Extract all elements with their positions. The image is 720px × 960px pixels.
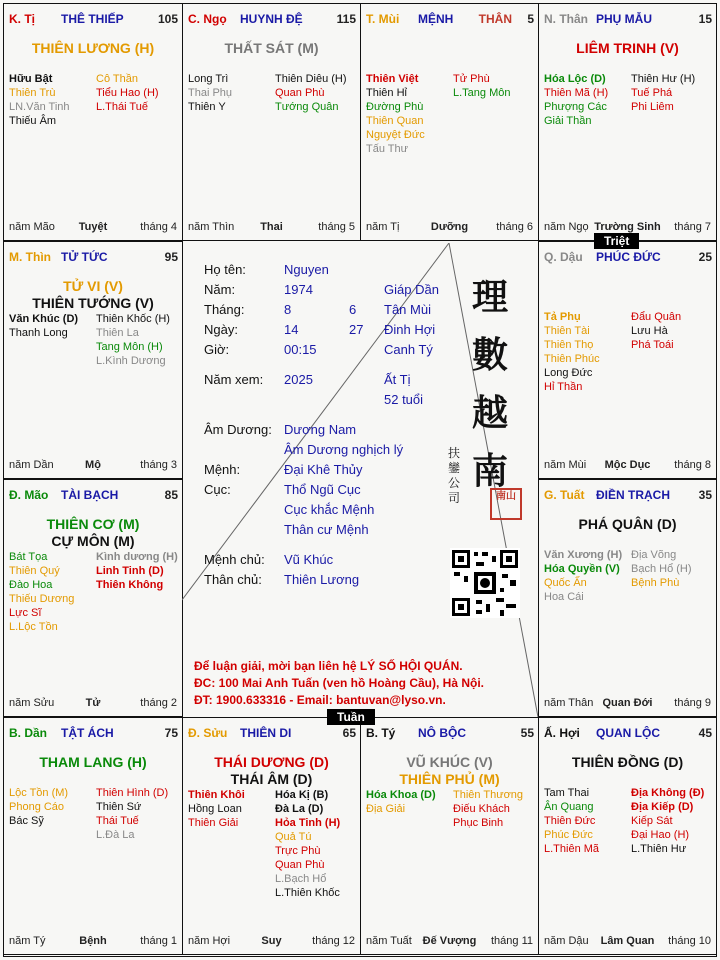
minor-star: Long Đức [544,367,593,379]
minor-stars-left [544,786,599,856]
footer-stage: Dưỡng [430,221,469,233]
minor-stars-right [275,72,347,114]
minor-star: Thiên Hình (D) [96,787,169,799]
contact-line-1: Để luận giải, mời bạn liên hệ LÝ SỐ HỘI QUÁN. [194,659,463,673]
minor-star: Thiên Giải [188,817,239,829]
minor-star: Thiên Y [188,101,226,113]
minor-star: Quả Tú [275,831,312,843]
yinyang-note: Âm Dương nghịch lý [284,442,404,457]
minor-star: Giải Thần [544,115,592,127]
minor-star: Phúc Đức [544,829,593,841]
minor-star: Lộc Tồn (M) [9,787,69,799]
palace-footer [9,697,177,710]
minor-star: Lực Sĩ [9,607,42,619]
footer-stage: Tuyệt [78,221,108,233]
palace-header [188,726,356,740]
palace-header [9,726,178,740]
month-lunar: 6 [349,302,357,317]
minor-stars-left [544,72,608,128]
minor-star: Văn Khúc (D) [9,313,79,325]
minor-star: Hóa Quyền (V) [544,563,620,575]
destiny-lord-value: Vũ Khúc [284,552,334,567]
minor-star: Bạch Hổ (H) [631,563,692,575]
main-star: THẤT SÁT (M) [224,40,319,56]
palace-1 [182,3,361,241]
minor-star: Thiên Không [96,579,164,591]
minor-star: Quan Phù [275,859,325,871]
minor-stars-left [544,310,600,394]
minor-star: Tả Phụ [544,311,581,323]
palace-name: MỆNH [418,12,454,26]
view-year-label: Năm xem: [204,372,264,387]
palace-4 [3,241,183,479]
main-stars [539,516,716,533]
palace-number: 75 [164,726,178,740]
minor-star: Địa Kiếp (D) [631,801,694,813]
palace-footer [366,935,533,948]
minor-star: L.Thiên Hư [631,843,687,855]
palace-footer [544,935,711,948]
minor-star: Tướng Quân [275,101,339,113]
footer-year: năm Thìn [188,221,235,233]
palace-10 [360,717,539,955]
main-star: THAM LANG (H) [39,754,147,770]
palace-0 [3,3,183,241]
footer-month: tháng 2 [140,697,177,709]
palace-name: TÀI BẠCH [61,488,119,502]
minor-star: Nguyệt Đức [366,129,425,141]
main-stars [4,516,182,550]
minor-star: Thiên Thương [453,789,524,801]
red-seal [490,488,522,520]
footer-year: năm Mùi [544,459,587,471]
main-stars [4,754,182,771]
palace-header [9,488,178,502]
palace-name: PHÚC ĐỨC [596,250,661,264]
palace-header [366,12,534,26]
minor-star: L.Thái Tuế [96,101,148,113]
minor-star: Phượng Các [544,101,607,113]
minor-star: Thái Tuế [96,815,139,827]
element-note: Cục khắc Mệnh [284,502,375,517]
minor-stars-right [631,548,692,590]
palace-branch: K. Tị [9,12,35,26]
minor-star: Thiên La [96,327,139,339]
palace-branch: N. Thân [544,12,588,26]
palace-branch: Đ. Mão [9,488,49,502]
minor-star: L.Kình Dương [96,355,166,367]
palace-branch: B. Tý [366,726,396,740]
footer-month: tháng 8 [674,459,711,471]
name-value: Nguyen [284,262,329,277]
palace-7 [538,479,717,717]
age-value: 52 tuổi [384,392,424,407]
day-value: 14 [284,322,299,337]
palace-footer [188,221,355,234]
minor-star: Hóa Kị (B) [275,789,329,801]
minor-star: Hỉ Thần [544,381,583,393]
minor-star: Tiểu Hao (H) [96,87,159,99]
minor-star: Địa Võng [631,549,677,561]
palace-name: QUAN LỘC [596,726,660,740]
footer-year: năm Tý [9,935,46,947]
minor-star: Thiên Quý [9,565,60,577]
minor-star: Kình dương (H) [96,551,178,563]
palace-name: ĐIỀN TRẠCH [596,488,670,502]
year-label: Năm: [204,282,236,297]
minor-stars-left [188,788,245,830]
main-star: THIÊN CƠ (M) [46,516,140,532]
palace-number: 95 [164,250,178,264]
minor-star: Thiếu Âm [9,115,57,127]
footer-month: tháng 3 [140,459,177,471]
palace-footer [9,459,177,472]
minor-star: Thiên Khốc (H) [96,313,170,325]
palace-number: 85 [164,488,178,502]
minor-star: Điếu Khách [453,803,510,815]
minor-stars-right [96,786,168,842]
main-star: THÁI ÂM (D) [230,771,313,787]
minor-star: Hồng Loan [188,803,242,815]
body-lord-label: Thân chủ: [204,572,262,587]
minor-star: Đẩu Quân [631,311,682,323]
footer-month: tháng 9 [674,697,711,709]
main-stars [183,754,360,788]
palace-branch: Đ. Sửu [188,726,228,740]
minor-star: Phi Liêm [631,101,674,113]
footer-month: tháng 7 [674,221,711,233]
palace-number: 45 [698,726,712,740]
minor-stars-right [453,788,523,830]
minor-star: Lưu Hà [631,325,668,337]
minor-star: Thiên Hỉ [366,87,407,99]
minor-stars-left [188,72,232,114]
palace-number: 15 [698,12,712,26]
palace-11 [538,717,717,955]
palace-footer [188,935,355,948]
palace-number: 55 [520,726,534,740]
calligraphy-char-1: 理 [472,276,509,318]
main-star: THIÊN ĐỒNG (D) [571,754,684,770]
month-canchi: Tân Mùi [384,302,431,317]
minor-star: Tang Môn (H) [96,341,163,353]
palace-9 [182,717,361,955]
palace-name: THÊ THIẾP [61,12,124,26]
footer-year: năm Tị [366,221,400,233]
minor-star: Hỏa Tinh (H) [275,817,341,829]
minor-stars-right [631,72,695,114]
minor-star: Đào Hoa [9,579,53,591]
minor-star: L.Thiên Mã [544,843,600,855]
palace-2 [360,3,539,241]
minor-star: Đại Hao (H) [631,829,690,841]
minor-star: Địa Giải [366,803,406,815]
minor-star: Thiên Thọ [544,339,594,351]
minor-star: Thiên Tài [544,325,590,337]
minor-star: Thiên Trù [9,87,56,99]
minor-star: Địa Không (Đ) [631,787,705,799]
minor-stars-left [9,72,70,128]
palace-number: 115 [336,12,356,26]
palace-number: 25 [698,250,712,264]
minor-stars-left [9,550,74,634]
footer-year: năm Hợi [188,935,231,947]
palace-branch: G. Tuất [544,488,585,502]
palace-footer [544,697,711,710]
palace-number: 5 [527,12,534,26]
footer-year: năm Dậu [544,935,589,947]
contact-info [194,658,484,709]
palace-3 [538,3,717,241]
minor-star: Thiên Phúc [544,353,600,365]
main-stars [4,40,182,57]
birth-info [204,260,464,590]
contact-line-2: ĐC: 100 Mai Anh Tuấn (ven hồ Hoàng Cầu), Hà Nội. [194,676,485,690]
palace-header [366,726,534,740]
minor-stars-right [275,788,340,900]
footer-year: năm Tuất [366,935,412,947]
palace-number: 65 [342,726,356,740]
minor-star: Thiên Việt [366,73,419,85]
element-label: Cục: [204,482,231,497]
footer-year: năm Thân [544,697,594,709]
minor-stars-right [453,72,510,100]
minor-star: L.Bạch Hổ [275,873,327,885]
main-star: THIÊN TƯỚNG (V) [32,295,154,311]
main-star: LIÊM TRINH (V) [576,40,679,56]
minor-stars-left [9,786,68,828]
tuan-tag: Tuần [327,709,375,725]
minor-star: Bát Tọa [9,551,48,563]
minor-star: Tam Thai [544,787,590,799]
destiny-lord-label: Mệnh chủ: [204,552,265,567]
minor-stars-right [96,550,178,592]
footer-month: tháng 12 [312,935,355,947]
day-canchi: Đinh Hợi [384,322,436,337]
footer-month: tháng 6 [496,221,533,233]
yinyang-value: Dương Nam [284,422,357,437]
view-year-value: 2025 [284,372,313,387]
minor-star: L.Lộc Tồn [9,621,58,633]
minor-star: Thiếu Dương [9,593,75,605]
minor-star: Thiên Mã (H) [544,87,609,99]
palace-footer [544,459,711,472]
palace-footer [9,221,177,234]
minor-stars-left [544,548,622,604]
minor-star: Tấu Thư [366,143,409,155]
footer-stage: Thai [260,221,283,233]
minor-star: L.Tang Môn [453,87,511,99]
minor-star: Hóa Lộc (D) [544,73,606,85]
yinyang-label: Âm Dương: [204,422,272,437]
palace-header [544,12,712,26]
triet-tag: Triệt [594,233,639,249]
minor-star: Đường Phù [366,101,424,113]
minor-star: Bác Sỹ [9,815,44,827]
view-year-canchi: Ất Tị [384,372,411,387]
destiny-label: Mệnh: [204,462,241,477]
minor-star: Tử Phù [453,73,490,85]
minor-stars-left [9,312,78,340]
minor-star: LN.Văn Tinh [9,101,70,113]
footer-year: năm Dần [9,459,54,471]
minor-star: Đà La (D) [275,803,324,815]
calligraphy-logo [472,268,508,500]
month-label: Tháng: [204,302,245,317]
year-canchi: Giáp Dần [384,282,439,297]
minor-star: Thiên Sứ [96,801,142,813]
footer-stage: Tử [85,697,101,709]
body-lord-value: Thiên Lương [284,572,360,587]
footer-stage: Mộc Dục [604,459,651,471]
palace-name: HUYNH ĐỆ [240,12,303,26]
footer-stage: Lâm Quan [600,935,655,947]
palace-name: PHỤ MẪU [596,12,652,26]
minor-star: Văn Xương (H) [544,549,623,561]
minor-star: Phục Binh [453,817,504,829]
calligraphy-char-4: 南 [472,450,509,492]
palace-header [9,250,178,264]
footer-month: tháng 4 [140,221,177,233]
minor-stars-right [96,72,159,114]
minor-star: Thai Phụ [188,87,233,99]
year-value: 1974 [284,282,313,297]
palace-number: 105 [157,12,178,26]
minor-star: Ân Quang [544,801,594,813]
minor-star: Hóa Khoa (D) [366,789,436,801]
palace-header [544,726,712,740]
main-star: THÁI DƯƠNG (D) [214,754,329,770]
main-stars [4,278,182,312]
qr-code-icon [450,548,520,618]
minor-stars-right [631,310,681,352]
calligraphy-small: 扶鑾公司 [448,446,461,505]
footer-year: năm Mão [9,221,55,233]
footer-month: tháng 1 [140,935,177,947]
minor-star: Phong Cáo [9,801,65,813]
hour-canchi: Canh Tý [384,342,433,357]
palace-branch: M. Thìn [9,250,51,264]
palace-name: TẬT ÁCH [61,726,114,740]
main-stars [183,40,360,57]
calligraphy-char-2: 數 [472,334,509,376]
footer-stage: Suy [261,935,282,947]
palace-8 [3,717,183,955]
month-value: 8 [284,302,292,317]
hour-value: 00:15 [284,342,317,357]
footer-year: năm Ngọ [544,221,589,233]
hour-label: Giờ: [204,342,230,357]
body-marker: THÂN [478,12,512,26]
minor-star: Thiên Diêu (H) [275,73,347,85]
minor-star: Long Trì [188,73,229,85]
minor-star: Phá Toái [631,339,674,351]
footer-year: năm Sửu [9,697,55,709]
main-star: TỬ VI (V) [63,278,123,294]
contact-line-3: ĐT: 1900.633316 - Email: bantuvan@lyso.vn. [194,693,446,707]
footer-stage: Bệnh [79,935,107,947]
palace-branch: B. Dần [9,726,48,740]
palace-branch: Q. Dậu [544,250,583,264]
palace-header [544,250,712,264]
palace-name: THIÊN DI [240,726,292,740]
main-star: THIÊN LƯƠNG (H) [31,40,155,56]
minor-star: Trực Phù [275,845,321,857]
footer-stage: Quan Đới [602,697,653,709]
minor-star: Linh Tinh (D) [96,565,164,577]
palace-name: NÔ BỘC [418,726,466,740]
main-star: VŨ KHÚC (V) [406,754,493,770]
palace-footer [9,935,177,948]
footer-stage: Mộ [85,459,101,471]
minor-star: L.Thiên Khốc [275,887,340,899]
minor-star: Hữu Bật [9,73,53,85]
palace-branch: Ấ. Hợi [544,726,580,740]
element-value: Thổ Ngũ Cục [284,482,361,497]
main-stars [361,754,538,788]
footer-month: tháng 11 [490,935,533,947]
minor-stars-left [366,72,425,156]
palace-footer [366,221,533,234]
footer-month: tháng 5 [318,221,355,233]
seal-text: 南山 [496,491,516,502]
main-star: PHÁ QUÂN (D) [578,516,677,532]
minor-star: Thiên Khôi [188,789,245,801]
body-note: Thân cư Mệnh [284,522,369,537]
palace-header [188,12,356,26]
minor-star: L.Đà La [96,829,135,841]
palace-5 [538,241,717,479]
minor-star: Thiên Quan [366,115,424,127]
footer-stage: Trường Sinh [594,221,661,233]
palace-header [9,12,178,26]
main-stars [539,754,716,771]
minor-star: Thiên Hư (H) [631,73,696,85]
main-stars [539,40,716,57]
palace-branch: T. Mùi [366,12,400,26]
palace-header [544,488,712,502]
calligraphy-char-3: 越 [472,392,509,434]
day-lunar: 27 [349,322,364,337]
day-label: Ngày: [204,322,238,337]
palace-6 [3,479,183,717]
main-star: THIÊN PHỦ (M) [399,771,500,787]
footer-stage: Đế Vượng [422,935,477,947]
name-label: Họ tên: [204,262,246,277]
minor-stars-right [631,786,704,856]
footer-month: tháng 10 [668,935,711,947]
palace-branch: C. Ngọ [188,12,227,26]
minor-star: Quan Phù [275,87,325,99]
palace-number: 35 [698,488,712,502]
minor-stars-right [96,312,170,368]
minor-star: Hoa Cái [544,591,584,603]
minor-star: Tuế Phá [631,87,673,99]
minor-stars-left [366,788,436,816]
minor-star: Cô Thần [96,73,138,85]
minor-star: Kiếp Sát [631,815,673,827]
minor-star: Thanh Long [9,327,68,339]
minor-star: Bệnh Phù [631,577,680,589]
minor-star: Thiên Đức [544,815,596,827]
minor-star: Quốc Ấn [544,577,587,589]
destiny-value: Đại Khê Thủy [284,462,363,477]
palace-name: TỬ TỨC [61,250,108,264]
main-star: CỰ MÔN (M) [51,533,135,549]
